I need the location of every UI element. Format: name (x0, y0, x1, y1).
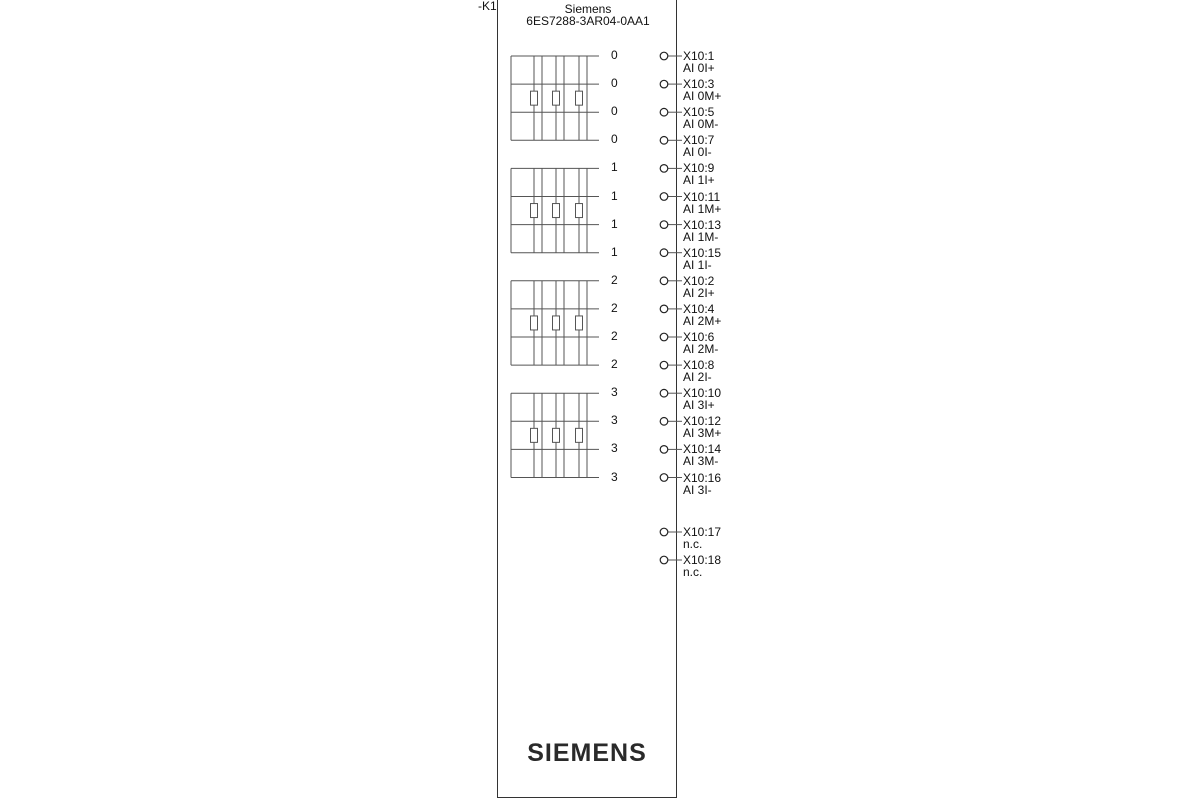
terminal-name: X10:15 (683, 245, 722, 260)
channel-number: 3 (611, 441, 618, 456)
terminal-connector (660, 389, 668, 397)
terminal-connector (660, 556, 668, 564)
channel-number: 2 (611, 272, 618, 287)
terminal-name: X10:12 (683, 414, 722, 429)
terminal-connector (660, 277, 668, 285)
terminal-name: X10:10 (683, 386, 722, 401)
terminal-name: X10:11 (683, 189, 721, 204)
terminal-signal: AI 3I- (683, 482, 712, 497)
terminal-connector (660, 361, 668, 369)
terminal-signal: AI 1M- (683, 229, 719, 244)
terminal-name: X10:9 (683, 161, 715, 176)
resistor-symbol (553, 91, 560, 105)
manufacturer-label: Siemens (564, 2, 612, 16)
resistor-symbol (531, 316, 538, 330)
terminal-name: X10:8 (683, 358, 715, 373)
terminal-signal: AI 0M+ (683, 89, 722, 104)
terminal-signal: AI 2I- (683, 370, 712, 385)
resistor-symbol (576, 316, 583, 330)
terminal-name: X10:16 (683, 470, 722, 485)
terminal-connector (660, 249, 668, 257)
terminal-signal: AI 0M- (683, 117, 719, 132)
device-tag: -K1 (478, 0, 497, 13)
channel-number: 0 (611, 76, 618, 91)
terminal-signal: AI 0I+ (683, 61, 715, 75)
terminal-connector (660, 333, 668, 341)
terminal-signal: AI 3M- (683, 454, 719, 469)
terminal-signal: n.c. (683, 537, 703, 551)
terminal-signal: AI 1M+ (683, 201, 722, 216)
siemens-logo: SIEMENS (527, 739, 647, 767)
channel-number: 0 (611, 132, 618, 147)
terminal-name: X10:1 (683, 49, 715, 63)
terminal-name: X10:4 (683, 301, 715, 316)
terminal-name: X10:2 (683, 273, 715, 288)
terminal-signal: AI 3M+ (683, 426, 722, 441)
channel-number: 2 (611, 300, 618, 315)
channel-number: 1 (611, 244, 618, 259)
terminal-connector (660, 80, 668, 88)
resistor-symbol (531, 91, 538, 105)
terminal-signal: AI 3I+ (683, 398, 715, 413)
resistor-symbol (576, 204, 583, 218)
terminal-connector (660, 137, 668, 145)
channel-number: 2 (611, 329, 618, 343)
terminal-name: X10:6 (683, 330, 715, 344)
terminal-signal: n.c. (683, 565, 703, 579)
terminal-name: X10:18 (683, 553, 722, 567)
channel-number: 3 (611, 469, 618, 484)
terminal-connector (660, 446, 668, 454)
resistor-symbol (553, 316, 560, 330)
resistor-symbol (576, 428, 583, 442)
terminal-connector (660, 52, 668, 60)
resistor-symbol (553, 428, 560, 442)
terminal-signal: AI 2M+ (683, 313, 722, 328)
terminal-signal: AI 2M- (683, 342, 719, 356)
channel-number: 0 (611, 48, 618, 62)
terminal-name: X10:7 (683, 133, 715, 148)
channel-number: 3 (611, 385, 618, 400)
terminal-connector (660, 305, 668, 313)
terminal-connector (660, 474, 668, 482)
channel-number: 3 (611, 413, 618, 428)
terminal-signal: AI 1I+ (683, 173, 715, 188)
channel-number: 2 (611, 357, 618, 372)
resistor-symbol (531, 428, 538, 442)
terminal-connector (660, 165, 668, 173)
terminal-connector (660, 193, 668, 201)
terminal-connector (660, 528, 668, 536)
channel-number: 1 (611, 188, 618, 203)
terminal-connector (660, 418, 668, 426)
resistor-symbol (531, 204, 538, 218)
terminal-connector (660, 221, 668, 229)
resistor-symbol (553, 204, 560, 218)
channel-number: 0 (611, 104, 618, 119)
terminal-name: X10:13 (683, 217, 722, 232)
terminal-name: X10:5 (683, 105, 715, 120)
terminal-connector (660, 108, 668, 116)
part-number-label: 6ES7288-3AR04-0AA1 (526, 14, 650, 28)
resistor-symbol (576, 91, 583, 105)
terminal-signal: AI 2I+ (683, 285, 715, 300)
terminal-name: X10:3 (683, 77, 715, 92)
terminal-signal: AI 0I- (683, 145, 712, 160)
channel-number: 1 (611, 216, 618, 231)
terminal-name: X10:14 (683, 442, 722, 457)
terminal-signal: AI 1I- (683, 257, 712, 272)
terminal-name: X10:17 (683, 525, 722, 539)
channel-number: 1 (611, 160, 618, 175)
